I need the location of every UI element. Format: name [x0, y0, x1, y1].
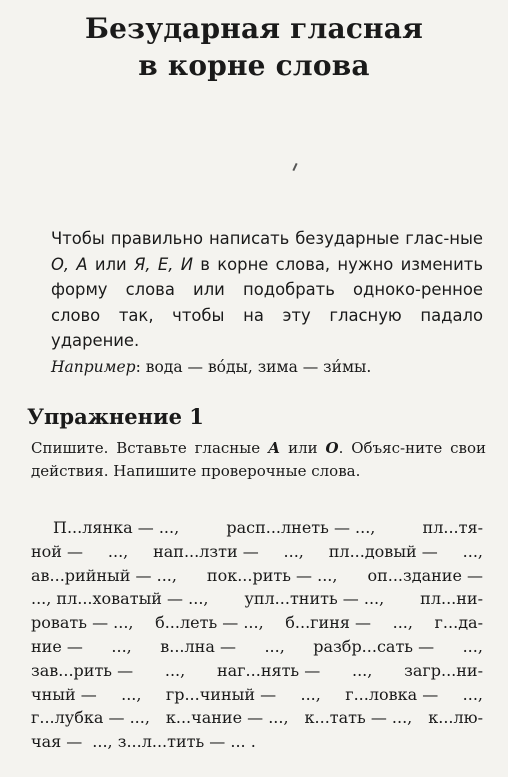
exercise-word: ..., [164, 660, 186, 680]
exercise-line [31, 516, 483, 540]
exercise-word: ..., з...л...тить — ... . [92, 732, 256, 752]
example-line [51, 356, 491, 378]
exercise-word: оп...здание — [367, 565, 483, 585]
task-text: Спишите. Вставьте гласные [31, 439, 269, 457]
exercise-line [31, 730, 483, 754]
rule-text: или [87, 254, 134, 274]
rule-text: Чтобы правильно написать безударные глас-ные [51, 229, 483, 248]
exercise-word: ..., [264, 636, 285, 656]
rule-paragraph [51, 226, 483, 354]
exercise-word: ..., пл...ховатый — ..., [31, 589, 209, 609]
exercise-word: пл...тя- [422, 518, 483, 537]
title-line-1: Безударная гласная [84, 12, 423, 45]
exercise-line [31, 706, 483, 730]
exercise-word: ..., [111, 636, 132, 656]
exercise-line [31, 683, 483, 707]
title-line-2: в корне слова [138, 49, 370, 82]
task-text: . Объяс-ните свои действия. Напишите проверочные слова. [31, 439, 486, 480]
example-label: Например [51, 358, 136, 376]
exercise-word: чая — [31, 732, 83, 752]
exercise-word: пл...ни- [420, 589, 483, 609]
exercise-words [31, 516, 483, 754]
exercise-word: б...леть — ..., [155, 613, 264, 633]
exercise-line [31, 540, 483, 564]
exercise-word: ..., [121, 684, 142, 704]
exercise-word: ..., [283, 541, 304, 561]
exercise-word: наг...нять — [216, 660, 321, 680]
exercise-line [31, 611, 483, 635]
task-vowel-o: О [325, 439, 339, 457]
exercise-word: в...лна — [160, 636, 236, 656]
exercise-word: разбр...сать — [313, 636, 435, 656]
exercise-word: ..., [351, 660, 373, 680]
rule-vowels-1: О, А [51, 254, 88, 274]
exercise-word: к...тать — ..., [304, 708, 413, 728]
exercise-line [31, 564, 483, 588]
exercise-word: г...лубка — ..., [31, 708, 150, 728]
exercise-line [31, 587, 483, 611]
exercise-word: ние — [31, 636, 83, 656]
exercise-word: г...ловка — [345, 684, 439, 704]
exercise-word: чный — [31, 684, 97, 704]
task-vowel-a: А [268, 439, 281, 457]
exercise-word: ной — [31, 541, 84, 561]
exercise-word: загр...ни- [404, 660, 483, 680]
rule-vowels-2: Я, Е, И [134, 254, 194, 274]
exercise-word: ..., [462, 684, 483, 704]
exercise-word: ..., [300, 684, 321, 704]
exercise-word: нап...лзти — [153, 541, 259, 561]
print-mark [292, 163, 297, 171]
exercise-word: пл...довый — [328, 541, 438, 561]
exercise-word: П...лянка — ..., [53, 518, 180, 537]
example-text: : вода — во́ды, зима — зи́мы. [135, 358, 372, 376]
exercise-word: ..., [392, 613, 413, 633]
exercise-heading: Упражнение 1 [27, 404, 204, 429]
exercise-word: зав...рить — [31, 660, 134, 680]
exercise-word: упл...тнить — ..., [244, 589, 385, 609]
exercise-word: ..., [462, 636, 483, 656]
exercise-word: ..., [107, 541, 129, 561]
exercise-word: ав...рийный — ..., [31, 565, 177, 585]
exercise-word: к...чание — ..., [165, 708, 289, 728]
exercise-word: ровать — ..., [31, 613, 134, 633]
exercise-word: расп...лнеть — ..., [226, 518, 376, 537]
exercise-word: г...да- [434, 613, 483, 633]
exercise-line [31, 659, 483, 683]
exercise-word: пок...рить — ..., [206, 565, 338, 585]
task-text: или [280, 439, 326, 457]
exercise-word: гр...чиный — [165, 684, 277, 704]
exercise-word: б...гиня — [285, 613, 372, 633]
exercise-word: к...лю- [428, 708, 483, 728]
exercise-word: ..., [462, 541, 483, 561]
exercise-task [31, 437, 486, 483]
exercise-line [31, 635, 483, 659]
rule-text: в корне слова, нужно изменить форму слова или подобрать одноко-ренное слово так, чтобы на эту гласную падало ударение. [51, 254, 484, 350]
page-title [0, 10, 508, 84]
